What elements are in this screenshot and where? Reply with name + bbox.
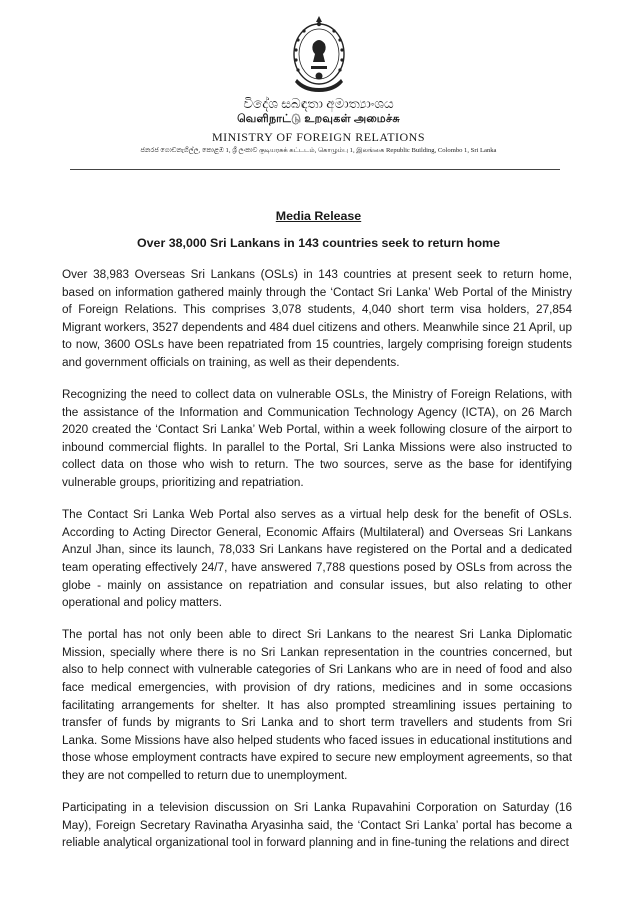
ministry-name-english: MINISTRY OF FOREIGN RELATIONS [211, 130, 426, 144]
ministry-name-sinhala: විදේශ සබඳතා අමාත්‍යාංශය [243, 96, 394, 111]
document-label: Media Release [275, 209, 362, 223]
ministry-address: ජනරජ ගොඩනැගිල්ල, කොළඹ 1, ශ්‍රී ලංකාව குடியரசுக் கட்டடம், கொழும்பு 1, இலங்கை Republic Building, Colombo 1, Sri Lanka [140, 147, 497, 154]
body-paragraph: Over 38,983 Overseas Sri Lankans (OSLs) in 143 countries at present seek to return home, based on information gathered mainly through the ‘Contact Sri Lanka’ Web Portal of the Ministry of Foreign Relations. This comprises 3,078 students, 4,040 short term visa holders, 27,854 Migrant workers, 3527 dependents and 484 duel citizens and others. Meanwhile since 21 April, up to now, 3600 OSLs have been repatriated from 15 countries, largely comprising foreign students and government officials on training, as well as their dependents. [62, 268, 572, 369]
body-paragraph: Recognizing the need to collect data on vulnerable OSLs, the Ministry of Foreign Relations, with the assistance of the Information and Communication Technology Agency (ICTA), on 26 March 2020 created the ‘Contact Sri Lanka’ Web Portal, within a week following closure of the airport to inbound commercial flights. In parallel to the Portal, Sri Lanka Missions were also instructed to collect data on those who wish to return. The two sources, serve as the base for identifying vulnerable groups, prioritizing and repatriation. [62, 388, 572, 490]
header-divider [70, 169, 560, 170]
body-paragraph: The portal has not only been able to direct Sri Lankans to the nearest Sri Lanka Diplomatic Mission, specially where there is no Sri Lankan representation in the countries concerned, but also to help connect with vulnerable categories of Sri Lankans who are in need of food and also face medical emergencies, with provision of dry rations, medicines and in some occasions facilitating arrangements for shelter. It has also prompted streamlining issues pertaining to transfer of funds by migrants to Sri Lanka and to short term travellers and students from Sri Lanka. Some Missions have also helped students who faced issues in educational institutions and those whose employment contracts have expired to secure new employment agreements, so that they are not compelled to return due to unemployment. [62, 628, 572, 782]
sri-lanka-emblem-icon [289, 10, 349, 96]
document-headline: Over 38,000 Sri Lankans in 143 countries seek to return home [137, 236, 500, 250]
body-paragraph: The Contact Sri Lanka Web Portal also serves as a virtual help desk for the benefit of OSLs. According to Acting Director General, Economic Affairs (Multilateral) and Overseas Sri Lankans Anzul Jhan, since its launch, 78,033 Sri Lankans have registered on the Portal and a dedicated team operating effectively 24/7, have answered 7,788 questions posed by OSLs from across the globe - mainly on assistance on repatriation and consular issues, but also relating to other operational and policy matters. [62, 508, 572, 610]
document-body [62, 266, 572, 866]
body-paragraph: Participating in a television discussion on Sri Lanka Rupavahini Corporation on Saturday (16 May), Foreign Secretary Ravinatha Aryasinha said, the ‘Contact Sri Lanka’ portal has become a reliable analytical organizational tool in forward planning and in fine-tuning the relations and direct [62, 801, 572, 850]
ministry-name-tamil: வெளிநாட்டு உறவுகள் அமைச்சு [237, 113, 400, 125]
